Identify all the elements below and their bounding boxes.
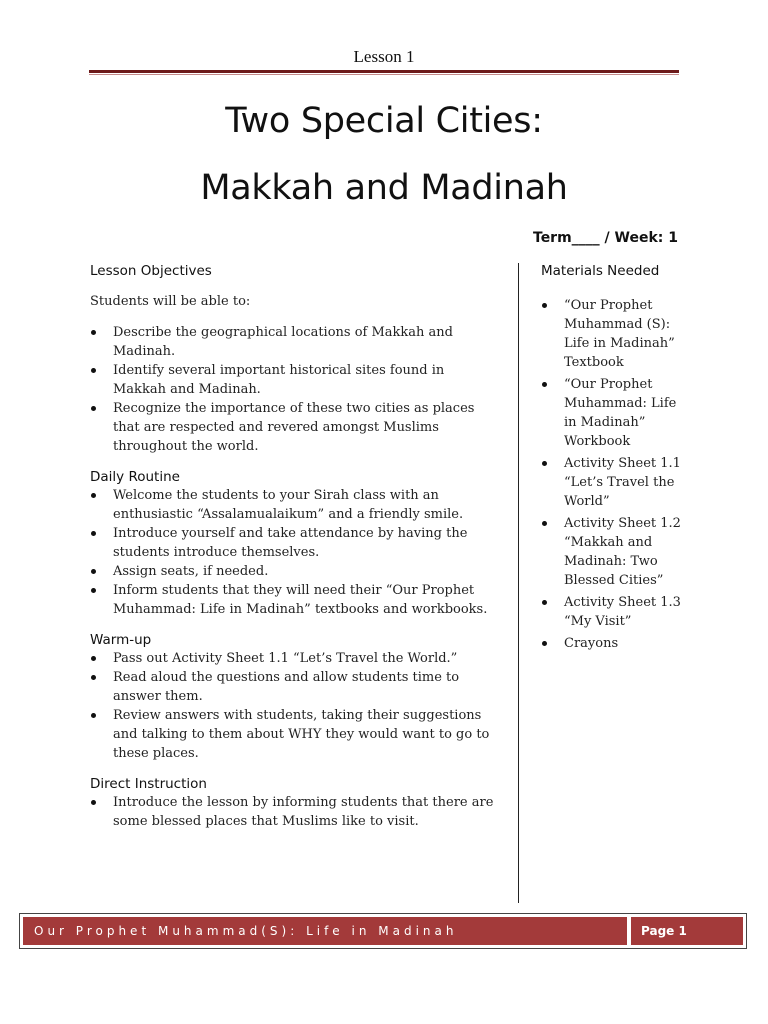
list-item: Crayons <box>541 634 691 653</box>
header-rule <box>89 70 679 73</box>
footer-page-number: Page 1 <box>631 917 743 945</box>
direct-instruction-list <box>90 793 500 831</box>
list-item: Activity Sheet 1.1 “Let’s Travel the World” <box>541 454 691 511</box>
objectives-heading: Lesson Objectives <box>90 263 212 279</box>
warm-up-heading: Warm-up <box>90 632 152 648</box>
list-item: Introduce yourself and take attendance by having the students introduce themselves. <box>90 524 500 562</box>
page-title-line-2: Makkah and Madinah <box>200 168 568 208</box>
list-item: “Our Prophet Muhammad (S): Life in Madinah” Textbook <box>541 296 691 372</box>
term-week: Term____ / Week: 1 <box>533 230 678 246</box>
warm-up-list <box>90 649 500 763</box>
materials-heading: Materials Needed <box>541 263 660 279</box>
materials-list <box>541 296 691 653</box>
list-item: “Our Prophet Muhammad: Life in Madinah” Workbook <box>541 375 691 451</box>
header-rule-accent <box>89 74 679 75</box>
column-divider <box>518 263 519 903</box>
list-item: Review answers with students, taking their suggestions and talking to them about WHY they would want to go to these places. <box>90 706 500 763</box>
footer-book-title: Our Prophet Muhammad(S): Life in Madinah <box>23 917 627 945</box>
list-item: Pass out Activity Sheet 1.1 “Let’s Travel the World.” <box>90 649 500 668</box>
objectives-list <box>90 323 500 456</box>
list-item: Recognize the importance of these two cities as places that are respected and revered amongst Muslims throughout the world. <box>90 399 500 456</box>
list-item: Identify several important historical sites found in Makkah and Madinah. <box>90 361 500 399</box>
left-column <box>90 262 500 831</box>
list-item: Read aloud the questions and allow students time to answer them. <box>90 668 500 706</box>
direct-instruction-heading: Direct Instruction <box>90 776 207 792</box>
objectives-intro: Students will be able to: <box>90 294 251 309</box>
daily-routine-heading: Daily Routine <box>90 469 180 485</box>
list-item: Introduce the lesson by informing students that there are some blessed places that Muslims like to visit. <box>90 793 500 831</box>
list-item: Describe the geographical locations of Makkah and Madinah. <box>90 323 500 361</box>
list-item: Activity Sheet 1.3 “My Visit” <box>541 593 691 631</box>
daily-routine-list <box>90 486 500 619</box>
list-item: Activity Sheet 1.2 “Makkah and Madinah: Two Blessed Cities” <box>541 514 691 590</box>
list-item: Welcome the students to your Sirah class with an enthusiastic “Assalamualaikum” and a friendly smile. <box>90 486 500 524</box>
list-item: Inform students that they will need their “Our Prophet Muhammad: Life in Madinah” textbooks and workbooks. <box>90 581 500 619</box>
list-item: Assign seats, if needed. <box>90 562 500 581</box>
lesson-label: Lesson 1 <box>353 47 415 66</box>
footer <box>19 913 747 949</box>
page-title-line-1: Two Special Cities: <box>225 101 543 141</box>
right-column <box>541 262 691 656</box>
